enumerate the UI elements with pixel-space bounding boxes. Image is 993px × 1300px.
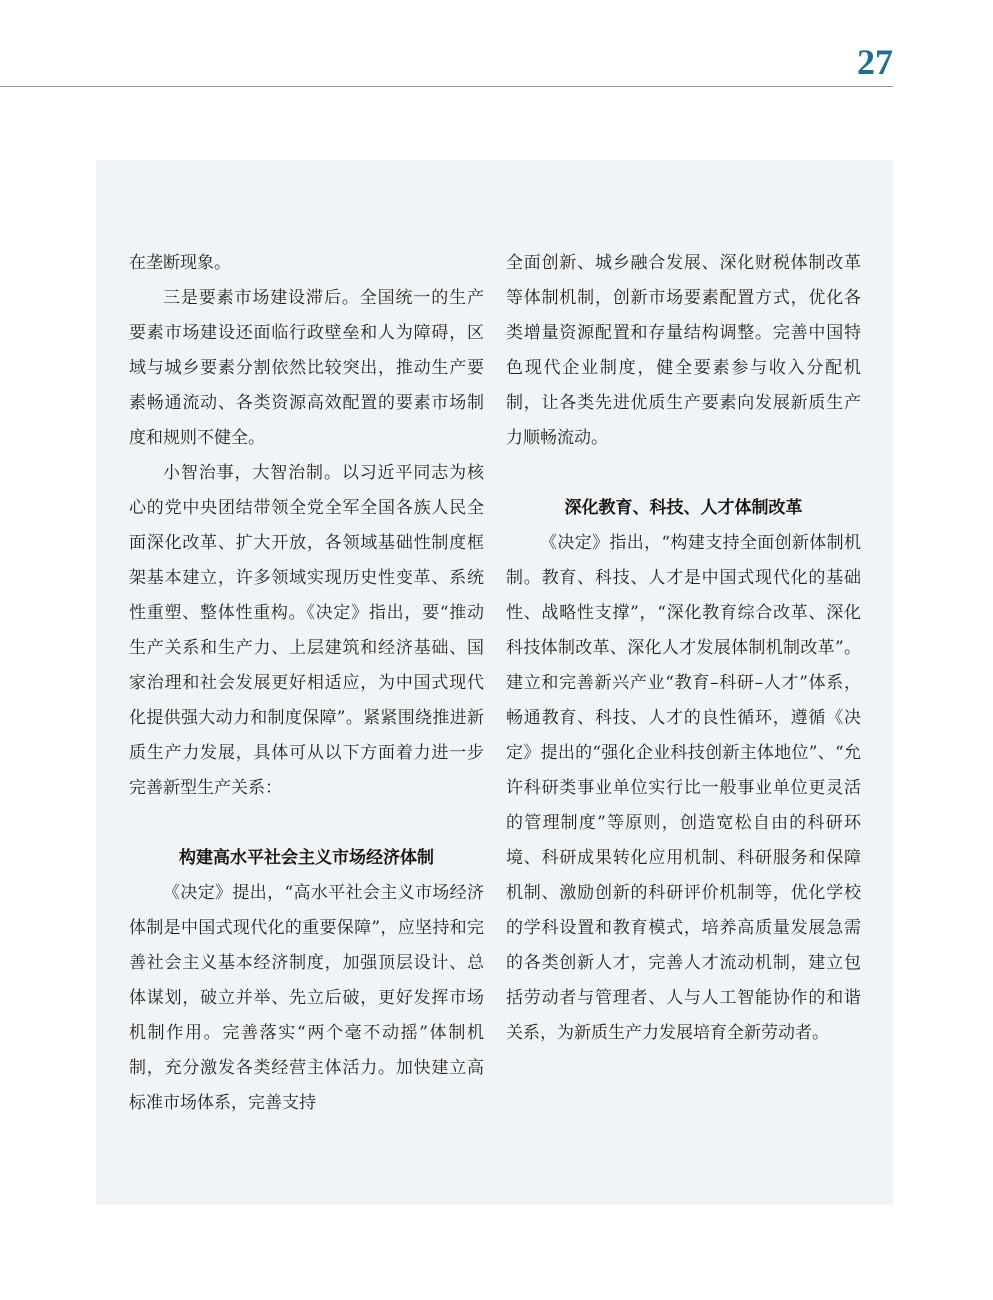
right-paragraph-education-reform: 《决定》指出，“构建支持全面创新体制机制。教育、科技、人才是中国式现代化的基础性、战略性支撑”，“深化教育综合改革、深化科技体制改革、深化人才发展体制机制改革”。建立和完善新兴产业“教育–科研–人才”体系，畅通教育、科技、人才的良性循环，遵循《决定》提出的“强化企业科技创新主体地位”、“允许科研类事业单位实行比一般事业单位更灵活的管理制度”等原则，创造宽松自由的科研环境、科研成果转化应用机制、科研服务和保障机制、激励创新的科研评价机制等，优化学校的学科设置和教育模式，培养高质量发展急需的各类创新人才，完善人才流动机制，建立包括劳动者与管理者、人与人工智能协作的和谐关系，为新质生产力发展培育全新劳动者。 — [506, 533, 861, 1043]
page-number: 27 — [857, 42, 893, 82]
left-paragraph-factor-market: 三是要素市场建设滞后。全国统一的生产要素市场建设还面临行政壁垒和人为障碍，区域与城乡要素分割依然比较突出，推动生产要素畅通流动、各类资源高效配置的要素市场制度和规则不健全。 — [129, 288, 484, 448]
left-paragraph-institutions: 小智治事，大智治制。以习近平同志为核心的党中央团结带领全党全军全国各族人民全面深化改革、扩大开放，各领域基础性制度框架基本建立，许多领域实现历史性变革、系统性重塑、整体性重构。《决定》指出，要“推动生产关系和生产力、上层建筑和经济基础、国家治理和社会发展更好相适应，为中国式现代化提供强大动力和制度保障”。紧紧围绕推进新质生产力发展，具体可从以下方面着力进一步完善新型生产关系： — [129, 463, 484, 798]
section-heading-education-reform: 深化教育、科技、人才体制改革 — [564, 498, 803, 518]
right-column — [506, 246, 861, 1051]
right-paragraph-continuation: 全面创新、城乡融合发展、深化财税体制改革等体制机制，创新市场要素配置方式，优化各类增量资源配置和存量结构调整。完善中国特色现代企业制度，健全要素参与收入分配机制，让各类先进优质生产要素向发展新质生产力顺畅流动。 — [506, 253, 861, 448]
section-heading-market-economy: 构建高水平社会主义市场经济体制 — [179, 848, 434, 868]
left-column — [129, 246, 484, 1121]
header-rule — [0, 86, 893, 87]
left-paragraph-market-economy: 《决定》提出，“高水平社会主义市场经济体制是中国式现代化的重要保障”，应坚持和完善社会主义基本经济制度，加强顶层设计、总体谋划，破立并举、先立后破，更好发挥市场机制作用。完善落实“两个毫不动摇”体制机制，充分激发各类经营主体活力。加快建立高标准市场体系，完善支持 — [129, 883, 484, 1113]
left-paragraph-continuation: 在垄断现象。 — [129, 253, 231, 273]
paragraph-spacer — [129, 806, 484, 841]
paragraph-spacer — [506, 456, 861, 491]
